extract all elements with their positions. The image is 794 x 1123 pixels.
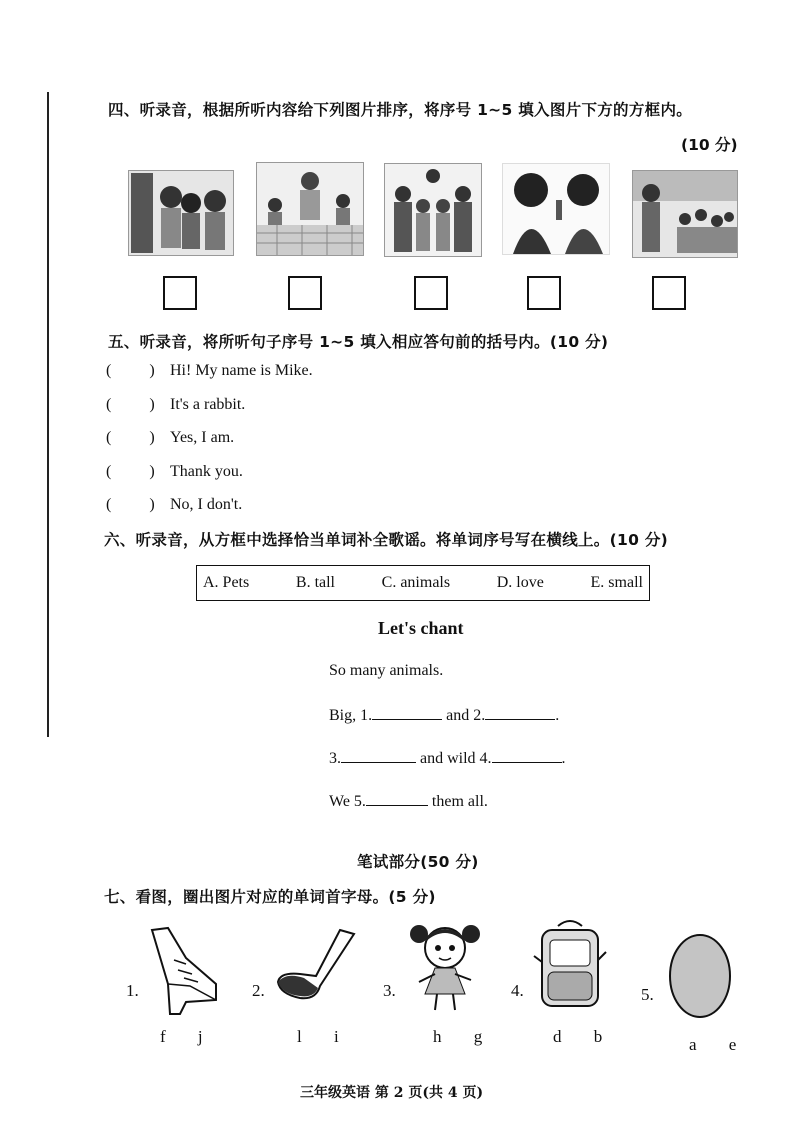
answer-box-4[interactable]	[527, 276, 561, 310]
classroom-scene-icon	[632, 170, 738, 258]
written-part-title: 笔试部分(50 分)	[357, 853, 479, 871]
option-c: C. animals	[381, 574, 451, 591]
teacher-with-students-icon	[256, 162, 364, 256]
chant-line-1: So many animals.	[329, 662, 444, 679]
answer-box-3[interactable]	[414, 276, 448, 310]
answer-row: ( ) Hi! My name is Mike.	[106, 362, 313, 379]
page-footer: 三年级英语 第 2 页(共 4 页)	[300, 1085, 484, 1101]
section6-title: 六、听录音，从方框中选择恰当单词补全歌谣。将单词序号写在横线上。(10 分)	[104, 531, 669, 549]
section5-title: 五、听录音，将所听句子序号 1~5 填入相应答句前的括号内。(10 分)	[108, 333, 609, 351]
option-b: B. tall	[295, 574, 335, 591]
blank-3[interactable]	[341, 748, 416, 763]
section7-title: 七、看图，圈出图片对应的单词首字母。(5 分)	[104, 888, 436, 906]
word-options-box	[196, 565, 650, 601]
item-number: 2.	[252, 981, 265, 1000]
answer-row: ( ) Thank you.	[106, 463, 243, 480]
answer-row: ( ) It's a rabbit.	[106, 396, 246, 413]
answer-row: ( ) No, I don't.	[106, 496, 243, 513]
option-a: A. Pets	[203, 574, 250, 591]
item-number: 5.	[641, 985, 654, 1004]
girl-icon	[405, 920, 485, 1014]
family-group-icon	[384, 163, 482, 257]
answer-box-2[interactable]	[288, 276, 322, 310]
chant-line-4: We 5. them all.	[329, 793, 488, 810]
chant-title: Let's chant	[378, 618, 464, 638]
answer-row: ( ) Yes, I am.	[106, 429, 235, 446]
section4-score: (10 分)	[681, 136, 738, 154]
item-letters[interactable]: a e	[689, 1035, 751, 1054]
shoe-icon	[146, 924, 226, 1016]
option-d: D. love	[496, 574, 544, 591]
two-boys-greeting-icon	[128, 170, 234, 256]
blank-1[interactable]	[372, 705, 442, 720]
blank-4[interactable]	[492, 748, 562, 763]
item-number: 4.	[511, 981, 524, 1000]
item-letters[interactable]: h g	[433, 1027, 497, 1046]
item-letters[interactable]: l i	[297, 1027, 353, 1046]
two-kids-waving-icon	[502, 163, 610, 255]
blank-5[interactable]	[366, 791, 428, 806]
item-letters[interactable]: d b	[553, 1027, 617, 1046]
answer-box-5[interactable]	[652, 276, 686, 310]
item-letters[interactable]: f j	[160, 1027, 217, 1046]
egg-icon	[665, 930, 735, 1020]
chant-line-3: 3. and wild 4. .	[329, 750, 566, 767]
item-number: 3.	[383, 981, 396, 1000]
blank-2[interactable]	[485, 705, 555, 720]
bag-icon	[530, 916, 610, 1012]
leg-icon	[270, 928, 360, 1004]
section4-title: 四、听录音，根据所听内容给下列图片排序，将序号 1~5 填入图片下方的方框内。	[108, 101, 693, 119]
answer-box-1[interactable]	[163, 276, 197, 310]
item-number: 1.	[126, 981, 139, 1000]
option-e: E. small	[590, 574, 643, 591]
chant-line-2: Big, 1. and 2. .	[329, 707, 560, 724]
binding-margin-line	[47, 92, 49, 737]
